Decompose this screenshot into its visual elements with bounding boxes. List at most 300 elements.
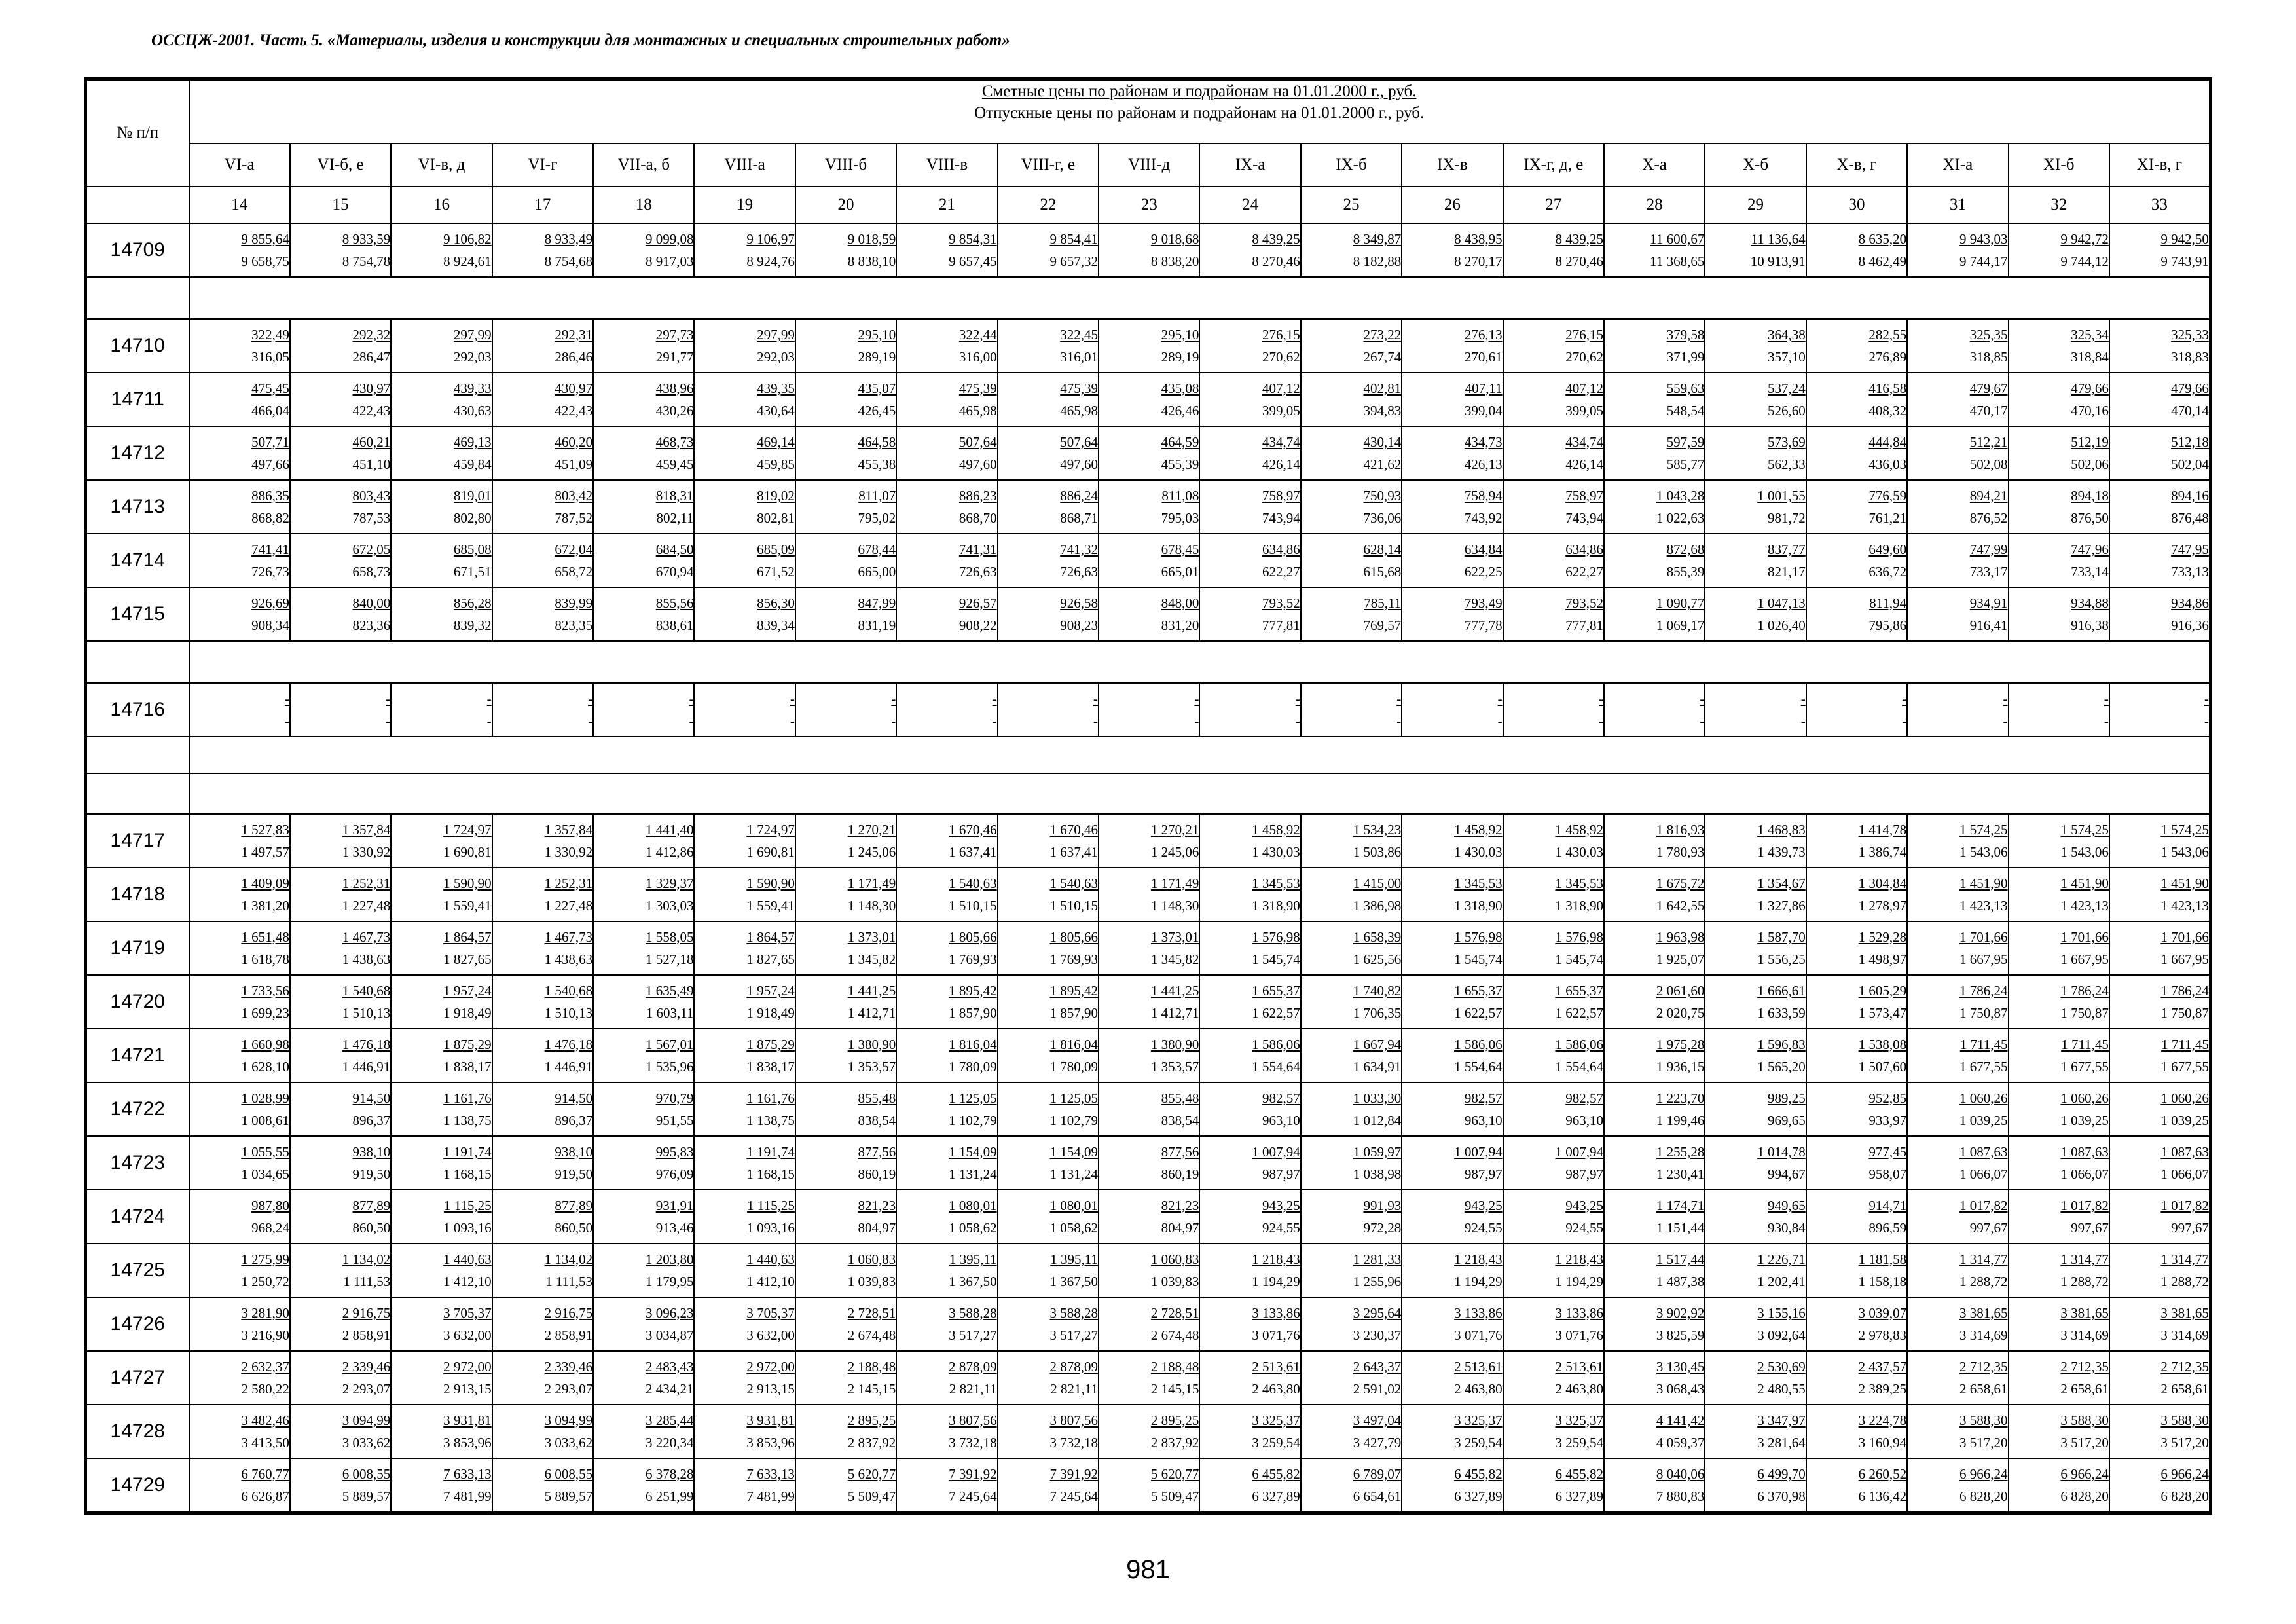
price-cell — [189, 223, 290, 277]
estimate-price: 628,14 — [1363, 541, 1402, 557]
release-price: 3 853,96 — [746, 1434, 795, 1450]
price-cell — [189, 1244, 290, 1297]
release-price: 1 058,62 — [1049, 1219, 1099, 1236]
release-price: 497,60 — [1060, 456, 1099, 472]
price-cell — [1907, 587, 2008, 641]
estimate-price: 855,48 — [1161, 1090, 1199, 1106]
release-price: 997,67 — [2171, 1219, 2209, 1236]
estimate-price: 839,99 — [555, 595, 593, 611]
price-cell — [998, 1297, 1099, 1351]
release-price: - — [284, 712, 289, 729]
estimate-price: 1 090,77 — [1656, 595, 1705, 611]
price-cell — [998, 921, 1099, 975]
price-cell — [795, 1458, 896, 1513]
price-cell — [1806, 373, 1907, 426]
price-cell — [1705, 921, 1806, 975]
estimate-price: 1 468,83 — [1757, 821, 1806, 838]
release-price: 3 071,76 — [1454, 1327, 1503, 1343]
estimate-price: 464,59 — [1161, 434, 1199, 450]
estimate-price: 325,34 — [2071, 326, 2109, 342]
estimate-price: 512,19 — [2071, 434, 2109, 450]
release-price: 1 412,10 — [746, 1273, 795, 1289]
estimate-price: - — [2003, 690, 2008, 707]
estimate-price: 2 188,48 — [847, 1358, 896, 1375]
release-price: 1 618,78 — [241, 951, 289, 967]
price-cell — [391, 534, 492, 587]
item-code: 14716 — [86, 683, 189, 737]
release-price: 913,46 — [655, 1219, 694, 1236]
release-price: 924,55 — [1565, 1219, 1603, 1236]
release-price: 6 136,42 — [1858, 1488, 1907, 1504]
empty-cell — [189, 737, 2211, 773]
release-price: 1 138,75 — [443, 1112, 492, 1128]
estimate-price: 9 854,31 — [949, 231, 997, 247]
estimate-price: 1 675,72 — [1656, 875, 1705, 891]
price-cell — [492, 1405, 593, 1458]
price-cell — [2109, 480, 2210, 534]
item-code: 14714 — [86, 534, 189, 587]
price-cell — [290, 1029, 391, 1082]
price-cell — [998, 1190, 1099, 1244]
estimate-price: 1 540,63 — [1049, 875, 1099, 891]
estimate-price: 1 975,28 — [1656, 1036, 1705, 1052]
price-cell — [1402, 975, 1503, 1029]
price-cell — [1503, 868, 1604, 921]
release-price: 399,05 — [1262, 402, 1300, 418]
price-cell — [189, 1029, 290, 1082]
price-cell — [2109, 1458, 2210, 1513]
price-cell — [1604, 319, 1705, 373]
estimate-price: 3 325,37 — [1555, 1412, 1603, 1428]
empty-cell — [86, 641, 189, 683]
price-cell — [1503, 1082, 1604, 1136]
release-price: 291,77 — [655, 348, 694, 365]
price-table — [84, 77, 2212, 1515]
release-price: 1 559,41 — [746, 897, 795, 913]
estimate-price: 1 380,90 — [847, 1036, 896, 1052]
estimate-price: 3 588,28 — [949, 1304, 997, 1321]
release-price: 422,43 — [352, 402, 391, 418]
table-row — [86, 975, 2211, 1029]
price-cell — [896, 1297, 997, 1351]
price-cell — [896, 480, 997, 534]
estimate-price: 926,58 — [1060, 595, 1099, 611]
release-price: 1 353,57 — [1150, 1058, 1199, 1075]
release-price: 1 439,73 — [1757, 843, 1806, 860]
release-price: - — [588, 712, 593, 729]
price-cell — [189, 480, 290, 534]
price-cell — [694, 1351, 795, 1405]
release-price: 1 503,86 — [1353, 843, 1402, 860]
release-price: 1 573,47 — [1858, 1005, 1907, 1021]
item-code: 14726 — [86, 1297, 189, 1351]
release-price: 997,67 — [1969, 1219, 2008, 1236]
price-cell — [391, 587, 492, 641]
price-cell — [290, 975, 391, 1029]
estimate-price: - — [790, 690, 795, 707]
estimate-price: 934,88 — [2071, 595, 2109, 611]
item-code: 14724 — [86, 1190, 189, 1244]
release-price: 286,46 — [555, 348, 593, 365]
release-price: 1 527,18 — [645, 951, 694, 967]
price-cell — [189, 975, 290, 1029]
price-cell — [391, 814, 492, 868]
estimate-price: 3 133,86 — [1454, 1304, 1503, 1321]
price-cell — [1402, 373, 1503, 426]
release-price: 1 008,61 — [241, 1112, 289, 1128]
estimate-price: 1 655,37 — [1454, 982, 1503, 999]
price-cell — [795, 1082, 896, 1136]
price-cell — [896, 1405, 997, 1458]
price-cell — [694, 1458, 795, 1513]
price-cell — [593, 1244, 694, 1297]
estimate-price: 1 395,11 — [1050, 1251, 1099, 1267]
estimate-price: 1 345,53 — [1555, 875, 1603, 891]
price-cell — [1099, 1458, 1199, 1513]
price-cell — [1503, 223, 1604, 277]
estimate-price: 1 816,93 — [1656, 821, 1705, 838]
estimate-price: - — [2104, 690, 2109, 707]
release-price: 1 194,29 — [1555, 1273, 1603, 1289]
estimate-price: 982,57 — [1464, 1090, 1503, 1106]
price-cell — [189, 534, 290, 587]
price-cell — [795, 975, 896, 1029]
release-price: 795,02 — [858, 509, 896, 526]
estimate-price: 6 966,24 — [2160, 1466, 2209, 1482]
estimate-price: 819,01 — [453, 487, 492, 504]
price-cell — [1402, 223, 1503, 277]
estimate-price: 1 635,49 — [645, 982, 694, 999]
release-price: - — [992, 712, 997, 729]
estimate-price: 3 705,37 — [443, 1304, 492, 1321]
item-code: 14719 — [86, 921, 189, 975]
price-cell — [1199, 868, 1300, 921]
release-price: 399,05 — [1565, 402, 1603, 418]
release-price: 671,52 — [757, 563, 795, 580]
price-cell — [492, 868, 593, 921]
estimate-price: 507,71 — [251, 434, 289, 450]
price-cell — [1099, 1244, 1199, 1297]
estimate-price: 9 855,64 — [241, 231, 289, 247]
price-cell — [290, 373, 391, 426]
release-price: 838,54 — [1161, 1112, 1199, 1128]
price-cell — [1705, 683, 1806, 737]
price-cell — [1806, 1351, 1907, 1405]
price-cell — [795, 814, 896, 868]
release-price: 2 434,21 — [645, 1380, 694, 1397]
release-price: - — [891, 712, 896, 729]
price-cell — [795, 921, 896, 975]
estimate-price: 1 957,24 — [746, 982, 795, 999]
release-price: 1 330,92 — [544, 843, 593, 860]
release-price: 1 148,30 — [1150, 897, 1199, 913]
estimate-price: 468,73 — [655, 434, 694, 450]
price-cell — [2109, 868, 2210, 921]
release-price: 451,10 — [352, 456, 391, 472]
estimate-price: 402,81 — [1363, 380, 1402, 396]
price-cell — [1301, 1458, 1402, 1513]
release-price: 1 510,13 — [544, 1005, 593, 1021]
release-price: 270,61 — [1464, 348, 1503, 365]
estimate-price: 379,58 — [1666, 326, 1705, 342]
estimate-price: 1 270,21 — [1150, 821, 1199, 838]
estimate-price: 2 712,35 — [1959, 1358, 2008, 1375]
estimate-price: 7 391,92 — [1049, 1466, 1099, 1482]
price-cell — [593, 426, 694, 480]
price-cell — [1099, 1190, 1199, 1244]
release-price: 1 039,25 — [2160, 1112, 2209, 1128]
release-price: 2 463,80 — [1252, 1380, 1300, 1397]
estimate-prices-title: Сметные цены по районам и подрайонам на 01.01.2000 г., руб. — [981, 83, 1417, 100]
estimate-price: 1 467,73 — [544, 929, 593, 945]
price-cell — [1301, 534, 1402, 587]
estimate-price: 430,97 — [352, 380, 391, 396]
price-cell — [998, 426, 1099, 480]
estimate-price: 989,25 — [1768, 1090, 1806, 1106]
estimate-price: 1 252,31 — [342, 875, 391, 891]
release-price: 316,01 — [1060, 348, 1099, 365]
estimate-price: 1 033,30 — [1353, 1090, 1402, 1106]
release-price: 2 837,92 — [847, 1434, 896, 1450]
estimate-price: 1 125,05 — [949, 1090, 997, 1106]
release-price: 6 251,99 — [645, 1488, 694, 1504]
price-cell — [1402, 534, 1503, 587]
table-row — [86, 1351, 2211, 1405]
estimate-price: 2 878,09 — [1049, 1358, 1099, 1375]
release-price: 665,01 — [1161, 563, 1199, 580]
price-cell — [391, 426, 492, 480]
release-price: 8 270,46 — [1555, 253, 1603, 269]
price-cell — [593, 587, 694, 641]
release-price: 916,36 — [2171, 617, 2209, 633]
estimate-price: 926,69 — [251, 595, 289, 611]
district-column-header: VIII-д — [1099, 143, 1199, 187]
price-cell — [290, 1458, 391, 1513]
estimate-price: 1 218,43 — [1252, 1251, 1300, 1267]
price-cell — [998, 534, 1099, 587]
price-cell — [1301, 683, 1402, 737]
estimate-price: 512,21 — [1969, 434, 2008, 450]
empty-cell — [86, 773, 189, 814]
release-price: 1 038,98 — [1353, 1166, 1402, 1182]
price-cell — [593, 223, 694, 277]
estimate-price: 435,08 — [1161, 380, 1199, 396]
price-cell — [998, 1458, 1099, 1513]
release-price: 726,73 — [251, 563, 289, 580]
price-cell — [290, 1136, 391, 1190]
empty-cell — [189, 641, 2211, 683]
estimate-price: 1 527,83 — [241, 821, 289, 838]
price-cell — [2009, 683, 2109, 737]
price-cell — [2109, 683, 2210, 737]
release-price: 7 880,83 — [1656, 1488, 1705, 1504]
estimate-price: 877,89 — [352, 1197, 391, 1213]
price-cell — [1199, 1082, 1300, 1136]
price-cell — [593, 683, 694, 737]
release-price: - — [1396, 712, 1402, 729]
release-price: 981,72 — [1768, 509, 1806, 526]
price-cell — [694, 1244, 795, 1297]
estimate-price: 1 517,44 — [1656, 1251, 1705, 1267]
release-price: 430,63 — [453, 402, 492, 418]
price-cell — [694, 814, 795, 868]
estimate-price: 1 252,31 — [544, 875, 593, 891]
release-price: 1 227,48 — [342, 897, 391, 913]
price-cell — [998, 480, 1099, 534]
estimate-price: 8 438,95 — [1454, 231, 1503, 247]
release-price: 1 769,93 — [1049, 951, 1099, 967]
release-price: 3 259,54 — [1555, 1434, 1603, 1450]
estimate-price: 877,56 — [1161, 1143, 1199, 1160]
estimate-price: 837,77 — [1768, 541, 1806, 557]
empty-row — [86, 641, 2211, 683]
estimate-price: 1 670,46 — [1049, 821, 1099, 838]
release-price: 1 381,20 — [241, 897, 289, 913]
release-price: 8 838,20 — [1150, 253, 1199, 269]
estimate-price: 821,23 — [858, 1197, 896, 1213]
price-cell — [896, 1082, 997, 1136]
release-price: - — [1093, 712, 1099, 729]
release-price: 733,17 — [1969, 563, 2008, 580]
estimate-price: 793,49 — [1464, 595, 1503, 611]
release-price: 3 092,64 — [1757, 1327, 1806, 1343]
estimate-price: 322,44 — [958, 326, 997, 342]
estimate-price: 1 605,29 — [1858, 982, 1907, 999]
price-cell — [1604, 683, 1705, 737]
estimate-price: 1 059,97 — [1353, 1143, 1402, 1160]
estimate-price: 943,25 — [1262, 1197, 1300, 1213]
estimate-price: 475,39 — [958, 380, 997, 396]
price-cell — [896, 373, 997, 426]
release-price: 430,64 — [757, 402, 795, 418]
price-cell — [998, 1244, 1099, 1297]
release-price: 9 743,91 — [2160, 253, 2209, 269]
release-price: - — [1800, 712, 1806, 729]
release-price: 455,38 — [858, 456, 896, 472]
price-cell — [189, 426, 290, 480]
estimate-price: 7 633,13 — [746, 1466, 795, 1482]
estimate-price: 1 007,94 — [1252, 1143, 1300, 1160]
estimate-price: 479,66 — [2071, 380, 2109, 396]
price-cell — [1503, 480, 1604, 534]
estimate-price: 2 728,51 — [847, 1304, 896, 1321]
price-cell — [1907, 1082, 2008, 1136]
price-cell — [1806, 683, 1907, 737]
release-price: 2 837,92 — [1150, 1434, 1199, 1450]
release-price: 1 625,56 — [1353, 951, 1402, 967]
release-price: - — [1598, 712, 1603, 729]
estimate-price: 1 651,48 — [241, 929, 289, 945]
price-cell — [2109, 1190, 2210, 1244]
release-price: 1 111,53 — [545, 1273, 593, 1289]
release-price: 924,55 — [1464, 1219, 1503, 1236]
price-cell — [896, 1351, 997, 1405]
row-number-header: № п/п — [86, 79, 189, 187]
price-cell — [795, 1190, 896, 1244]
release-price: 3 517,27 — [1049, 1327, 1099, 1343]
release-price: 2 658,61 — [2060, 1380, 2109, 1397]
price-cell — [492, 1458, 593, 1513]
estimate-price: 818,31 — [655, 487, 694, 504]
release-price: 838,61 — [655, 617, 694, 633]
estimate-price: 295,10 — [858, 326, 896, 342]
price-cell — [492, 1029, 593, 1082]
release-price: 5 509,47 — [847, 1488, 896, 1504]
estimate-price: - — [1295, 690, 1300, 707]
price-cell — [1806, 868, 1907, 921]
price-cell — [1199, 1351, 1300, 1405]
price-cell — [391, 373, 492, 426]
price-cell — [1301, 587, 1402, 641]
price-cell — [593, 1458, 694, 1513]
release-price: 1 012,84 — [1353, 1112, 1402, 1128]
price-cell — [492, 1136, 593, 1190]
estimate-price: 1 017,82 — [2060, 1197, 2109, 1213]
release-price: 908,34 — [251, 617, 289, 633]
release-price: 802,11 — [656, 509, 694, 526]
release-price: 743,94 — [1565, 509, 1603, 526]
item-code: 14722 — [86, 1082, 189, 1136]
release-price: 930,84 — [1768, 1219, 1806, 1236]
estimate-price: 1 586,06 — [1252, 1036, 1300, 1052]
table-row — [86, 587, 2211, 641]
release-price: 987,97 — [1565, 1166, 1603, 1182]
release-price: 1 750,87 — [2060, 1005, 2109, 1021]
estimate-price: 982,57 — [1565, 1090, 1603, 1106]
estimate-price: 848,00 — [1161, 595, 1199, 611]
price-cell — [391, 1351, 492, 1405]
estimate-price: 3 325,37 — [1454, 1412, 1503, 1428]
estimate-price: 741,32 — [1060, 541, 1099, 557]
release-price: 908,23 — [1060, 617, 1099, 633]
estimate-price: 1 409,09 — [241, 875, 289, 891]
release-price: 1 230,41 — [1656, 1166, 1705, 1182]
estimate-price: 934,91 — [1969, 595, 2008, 611]
estimate-price: 6 760,77 — [241, 1466, 289, 1482]
price-cell — [189, 1458, 290, 1513]
release-price: 1 412,71 — [1150, 1005, 1199, 1021]
release-price: 2 591,02 — [1353, 1380, 1402, 1397]
price-cell — [694, 319, 795, 373]
table-row — [86, 534, 2211, 587]
release-price: 1 827,65 — [746, 951, 795, 967]
price-cell — [189, 921, 290, 975]
price-cell — [492, 1351, 593, 1405]
price-cell — [1705, 373, 1806, 426]
price-cell — [1806, 1297, 1907, 1351]
estimate-price: 438,96 — [655, 380, 694, 396]
price-cell — [2109, 975, 2210, 1029]
price-cell — [290, 534, 391, 587]
estimate-price: 952,85 — [1868, 1090, 1907, 1106]
price-cell — [1604, 1082, 1705, 1136]
release-price: 1 066,07 — [2060, 1166, 2109, 1182]
release-price: 761,21 — [1868, 509, 1907, 526]
release-price: 795,03 — [1161, 509, 1199, 526]
estimate-price: 1 087,63 — [2060, 1143, 2109, 1160]
price-cell — [795, 1351, 896, 1405]
release-price: 426,13 — [1464, 456, 1503, 472]
index-row-blank-cell — [86, 187, 189, 223]
estimate-price: 9 854,41 — [1049, 231, 1099, 247]
release-price: 1 667,95 — [2060, 951, 2109, 967]
release-price: 3 632,00 — [746, 1327, 795, 1343]
release-price: 1 438,63 — [342, 951, 391, 967]
release-price: 733,14 — [2071, 563, 2109, 580]
release-price: 908,22 — [958, 617, 997, 633]
estimate-price: 1 895,42 — [1049, 982, 1099, 999]
price-cell — [593, 868, 694, 921]
